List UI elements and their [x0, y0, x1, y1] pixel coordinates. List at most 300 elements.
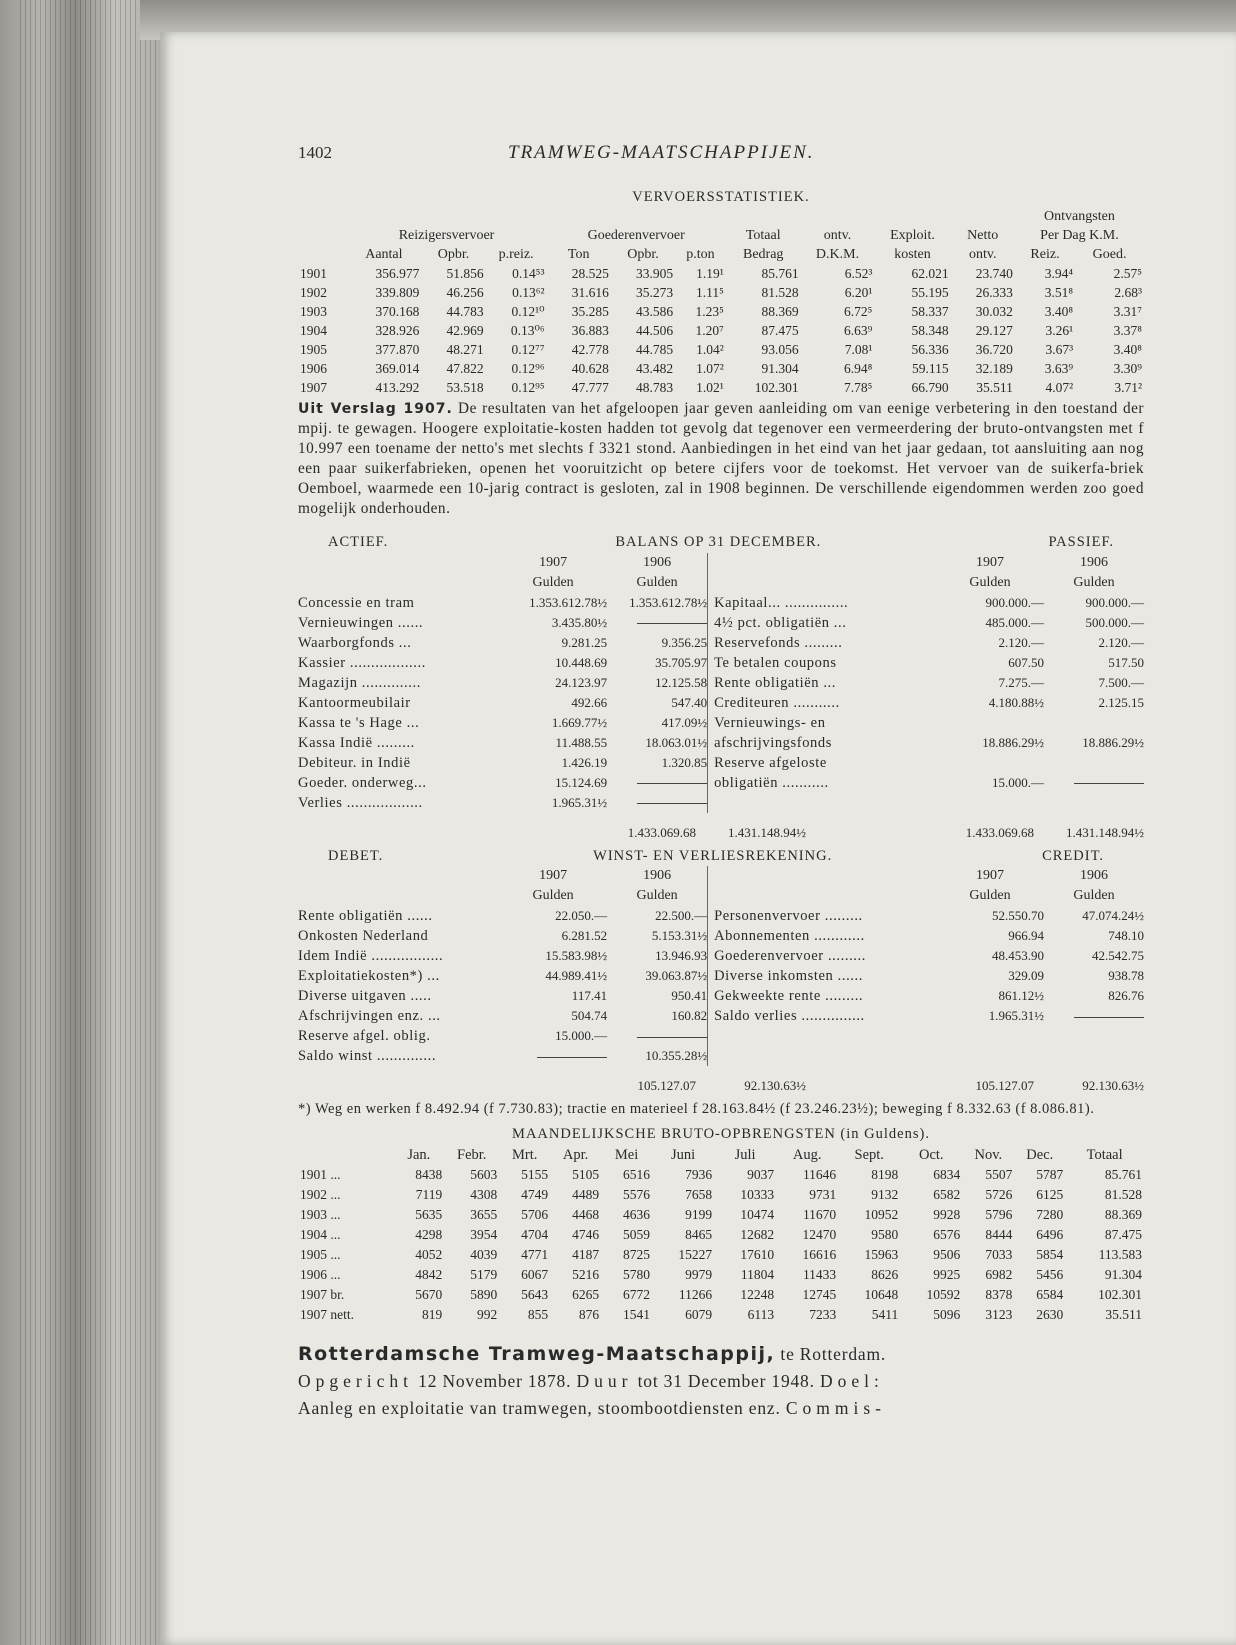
stats-cell: 40.628: [571, 361, 609, 377]
stats-col: Bedrag: [743, 247, 784, 263]
ledger-value: 18.886.29½: [1082, 734, 1144, 750]
stats-cell: 0.13⁶²: [512, 285, 545, 301]
year-1907: 1907: [976, 554, 1004, 570]
monthly-cell: 6582: [933, 1186, 961, 1202]
ledger-value: 39.063.87½: [645, 968, 708, 984]
monthly-cell: 85.761: [1104, 1166, 1142, 1182]
stats-row: [298, 321, 1144, 340]
winst-right-title: CREDIT.: [1042, 847, 1104, 864]
ledger-value: 48.453.90: [992, 948, 1044, 964]
stats-cell: 369.014: [375, 361, 420, 377]
stats-table: [298, 207, 1144, 397]
ledger-value: 1.965.31½: [988, 1008, 1044, 1024]
ledger-row: [298, 673, 707, 693]
stats-cell: 6.20¹: [844, 285, 873, 301]
balans-passief: [708, 553, 1144, 813]
unit-label: Gulden: [969, 574, 1011, 590]
stats-cell: 0.13⁰⁶: [510, 323, 545, 339]
monthly-year: 1905 ...: [300, 1246, 341, 1262]
monthly-cell: 819: [422, 1306, 443, 1322]
unit-label: Gulden: [1073, 574, 1115, 590]
year-1907: 1907: [976, 868, 1004, 884]
total-passief-1906: 1.431.148.94½: [1066, 824, 1144, 840]
winst-debet-unit: [298, 886, 707, 906]
ledger-label: Gekweekte rente .........: [714, 988, 864, 1005]
ledger-value: 22.500.—: [655, 908, 708, 924]
monthly-row: [298, 1285, 1144, 1305]
ledger-label: Verlies ..................: [298, 794, 423, 811]
ledger-row: [714, 926, 1144, 946]
monthly-cell: 6265: [572, 1286, 600, 1302]
monthly-cell: 8198: [871, 1166, 899, 1182]
stats-cell: 7.78⁵: [844, 380, 873, 396]
monthly-col: Mei: [614, 1146, 639, 1163]
balans-actief-unit: [298, 573, 707, 593]
stats-cell: 56.336: [911, 342, 949, 358]
monthly-cell: 4771: [521, 1246, 549, 1262]
ledger-label: Kassier ..................: [298, 654, 426, 671]
ledger-label: Afschrijvingen enz. ...: [298, 1008, 441, 1025]
monthly-cell: 4039: [470, 1246, 498, 1262]
monthly-cell: 5411: [871, 1306, 899, 1322]
monthly-cell: 6113: [747, 1306, 775, 1322]
stats-group-header: [298, 226, 1144, 245]
year-1906: 1906: [1080, 868, 1108, 884]
stats-col: Opbr.: [437, 247, 470, 263]
stats-cell: 48.783: [636, 380, 674, 396]
running-title: TRAMWEG-MAATSCHAPPIJEN.: [508, 142, 815, 163]
monthly-cell: 7936: [685, 1166, 713, 1182]
winst-left-title: DEBET.: [328, 847, 384, 864]
ledger-row: [298, 653, 707, 673]
ledger-value: [607, 773, 707, 793]
ledger-row: [298, 986, 707, 1006]
stats-cell: 44.783: [446, 304, 484, 320]
monthly-cell: 5155: [521, 1166, 549, 1182]
monthly-row: [298, 1265, 1144, 1285]
monthly-cell: 102.301: [1098, 1286, 1142, 1302]
monthly-cell: 4636: [623, 1206, 651, 1222]
ledger-value: 329.09: [1008, 968, 1044, 984]
ledger-value: 1.353.612.78½: [529, 594, 608, 610]
monthly-cell: 81.528: [1104, 1186, 1142, 1202]
stats-row: [298, 283, 1144, 302]
stats-cell: 1.19¹: [696, 266, 724, 282]
ledger-value: 15.583.98½: [545, 948, 608, 964]
ledger-label: Debiteur. in Indië: [298, 754, 411, 771]
monthly-cell: 5890: [470, 1286, 498, 1302]
monthly-col: Jan.: [407, 1146, 431, 1163]
year-1906: 1906: [643, 554, 672, 570]
monthly-cell: 10952: [864, 1206, 899, 1222]
stats-cell: 31.616: [571, 285, 609, 301]
winst-ledger: [298, 866, 1144, 1066]
monthly-row: [298, 1165, 1144, 1185]
ledger-value: 1.426.19: [561, 754, 608, 770]
company-location: te Rotterdam.: [780, 1343, 887, 1364]
ledger-label: obligatiën ...........: [714, 774, 829, 791]
dash-line: [637, 803, 707, 804]
stats-cell: 339.809: [375, 285, 420, 301]
ledger-label: Waarborgfonds ...: [298, 634, 412, 651]
stats-cell: 3.40⁸: [1044, 304, 1074, 320]
monthly-row: [298, 1205, 1144, 1225]
ledger-value: 7.500.—: [1098, 674, 1144, 690]
stats-col: kosten: [894, 247, 931, 263]
stats-cell: 3.94⁴: [1044, 266, 1074, 282]
ledger-value: 47.074.24½: [1082, 908, 1144, 924]
ledger-value: 900.000.—: [985, 594, 1044, 610]
ledger-label: Goederenvervoer .........: [714, 948, 866, 965]
monthly-cell: 17610: [740, 1246, 775, 1262]
ledger-value: [607, 1026, 707, 1046]
ledger-value: 117.41: [571, 988, 608, 1004]
doel-text: Aanleg en exploitatie van tramwegen, stoombootdiensten enz.: [298, 1397, 781, 1418]
stats-group-totaal: Totaal: [745, 228, 781, 244]
monthly-cell: 5576: [623, 1186, 651, 1202]
monthly-cell: 5787: [1036, 1166, 1064, 1182]
ledger-label: Saldo winst ..............: [298, 1048, 437, 1065]
monthly-cell: 9580: [871, 1226, 899, 1242]
balans-right-title: PASSIEF.: [1048, 534, 1114, 551]
winst-header: [298, 847, 1144, 867]
monthly-cell: 8465: [685, 1226, 713, 1242]
unit-label: Gulden: [532, 574, 574, 590]
ledger-value: [1044, 713, 1144, 733]
total-debet-1907: 105.127.07: [637, 1078, 696, 1094]
dash-line: [1074, 1017, 1144, 1018]
total-credit-1906: 92.130.63½: [1082, 1078, 1144, 1094]
ledger-label: Idem Indië .................: [298, 948, 444, 965]
monthly-cell: 5780: [623, 1266, 651, 1282]
monthly-col: Juli: [734, 1146, 756, 1163]
monthly-cell: 8438: [415, 1166, 443, 1182]
ledger-value: 938.78: [1108, 968, 1144, 984]
ledger-row: [714, 946, 1144, 966]
stats-group-goederen: Goederenvervoer: [587, 228, 685, 244]
monthly-cell: 10474: [740, 1206, 775, 1222]
ledger-row: [714, 906, 1144, 926]
stats-cell: 6.94⁸: [844, 361, 873, 377]
monthly-cell: 12470: [802, 1226, 837, 1242]
report-paragraph: [298, 399, 1144, 519]
ledger-row: [298, 966, 707, 986]
monthly-year: 1901 ...: [300, 1166, 341, 1182]
stats-col: D.K.M.: [815, 247, 860, 263]
dash-line: [637, 623, 707, 624]
ledger-row: [298, 733, 707, 753]
stats-cell: 370.168: [375, 304, 420, 320]
winst-credit: [708, 866, 1144, 1066]
monthly-cell: 6982: [985, 1266, 1013, 1282]
stats-cell: 413.292: [375, 380, 420, 396]
stats-cell: 30.032: [975, 304, 1013, 320]
stats-cell: 0.12¹⁰: [511, 304, 545, 320]
ledger-row: [298, 713, 707, 733]
monthly-cell: 9037: [747, 1166, 775, 1182]
company-entry: [298, 1341, 1144, 1422]
stats-cell: 35.285: [571, 304, 609, 320]
ledger-value: 861.12½: [998, 988, 1044, 1004]
ledger-value: 826.76: [1108, 988, 1144, 1004]
ledger-value: 42.542.75: [1092, 948, 1144, 964]
winst-credit-years: [714, 866, 1144, 886]
ledger-value: 417.09½: [661, 714, 708, 730]
monthly-cell: 12745: [802, 1286, 837, 1302]
monthly-cell: 6125: [1036, 1186, 1064, 1202]
total-actief-1907: 1.433.069.68: [627, 824, 696, 840]
ledger-row: [298, 926, 707, 946]
stats-cell: 3.63⁹: [1044, 361, 1074, 377]
stats-column-header: [298, 245, 1144, 264]
debet-rows: [298, 906, 707, 1066]
balans-header: [298, 533, 1144, 553]
ledger-value: [1044, 753, 1144, 773]
ledger-value: 485.000.—: [985, 614, 1044, 630]
ledger-value: 15.000.—: [992, 774, 1044, 790]
stats-cell: 3.71²: [1114, 380, 1142, 396]
stats-cell: 0.12⁹⁶: [511, 361, 545, 377]
ledger-row: [298, 613, 707, 633]
monthly-cell: 6079: [685, 1306, 713, 1322]
stats-cell: 3.67³: [1045, 342, 1074, 358]
monthly-cell: 16616: [802, 1246, 837, 1262]
unit-label: Gulden: [636, 888, 678, 904]
ledger-value: 607.50: [1008, 654, 1044, 670]
monthly-cell: 11646: [802, 1166, 837, 1182]
monthly-row: [298, 1245, 1144, 1265]
monthly-header: [298, 1145, 1144, 1165]
monthly-cell: 4052: [415, 1246, 443, 1262]
ledger-value: 500.000.—: [1085, 614, 1144, 630]
stats-cell: 3.31⁷: [1113, 304, 1142, 320]
monthly-cell: 113.583: [1098, 1246, 1142, 1262]
ledger-value: 1.965.31½: [551, 794, 608, 810]
stats-cell: 81.528: [761, 285, 799, 301]
monthly-cell: 3954: [470, 1226, 498, 1242]
ledger-value: [607, 613, 707, 633]
monthly-table: [298, 1145, 1144, 1325]
ledger-row: [714, 633, 1144, 653]
stats-cell: 29.127: [975, 323, 1013, 339]
stats-cell: 93.056: [761, 342, 799, 358]
winst-debet-years: [298, 866, 707, 886]
ledger-value: 22.050.—: [555, 908, 608, 924]
unit-label: Gulden: [636, 574, 678, 590]
monthly-cell: 7280: [1036, 1206, 1064, 1222]
ledger-value: 492.66: [571, 694, 608, 710]
stats-col: p.reiz.: [498, 247, 534, 263]
monthly-col: Mrt.: [511, 1146, 538, 1163]
monthly-col: Aug.: [792, 1146, 822, 1163]
ledger-value: 966.94: [1008, 928, 1044, 944]
monthly-cell: 5096: [933, 1306, 961, 1322]
monthly-row: [298, 1185, 1144, 1205]
stats-cell: 0.12⁷⁷: [511, 342, 545, 358]
stats-cell: 48.271: [446, 342, 484, 358]
monthly-cell: 7033: [985, 1246, 1013, 1262]
monthly-cell: 1541: [623, 1306, 651, 1322]
ledger-value: 10.355.28½: [645, 1048, 708, 1064]
stats-col: Ton: [567, 247, 590, 263]
ledger-value: 4.180.88½: [988, 694, 1044, 710]
stats-cell: 51.856: [446, 266, 484, 282]
stats-cell: 66.790: [911, 380, 949, 396]
monthly-cell: 8626: [871, 1266, 899, 1282]
ledger-row: [298, 593, 707, 613]
monthly-cell: 5726: [985, 1186, 1013, 1202]
ledger-row: [714, 986, 1144, 1006]
monthly-title: MAANDELIJKSCHE BRUTO-OPBRENGSTEN (in Guldens).: [512, 1126, 930, 1143]
monthly-cell: 4704: [521, 1226, 549, 1242]
ledger-value: 1.353.612.78½: [629, 594, 708, 610]
stats-cell: 7.08¹: [844, 342, 873, 358]
book-spine: [0, 0, 165, 1645]
monthly-cell: 11266: [678, 1286, 713, 1302]
ledger-row: [714, 773, 1144, 793]
monthly-cell: 35.511: [1105, 1306, 1142, 1322]
stats-cell: 32.189: [975, 361, 1013, 377]
stats-year: 1906: [300, 361, 327, 377]
stats-group-perdag: Per Dag K.M.: [1040, 228, 1119, 244]
stats-cell: 87.475: [761, 323, 799, 339]
stats-cell: 4.07²: [1045, 380, 1074, 396]
monthly-row: [298, 1225, 1144, 1245]
unit-label: Gulden: [969, 888, 1011, 904]
ledger-row: [298, 793, 707, 813]
monthly-col: Nov.: [974, 1146, 1003, 1163]
stats-cell: 26.333: [975, 285, 1013, 301]
footnote: *) Weg en werken f 8.492.94 (f 7.730.83); tractie en materieel f 28.163.84½ (f 23.246.23½); beweging f 8.332.63 (f 8.086.81).: [298, 1101, 1095, 1118]
ledger-label: Te betalen coupons: [714, 654, 837, 671]
monthly-col: Oct.: [918, 1146, 944, 1163]
stats-col: Aantal: [365, 247, 403, 263]
monthly-cell: 5670: [415, 1286, 443, 1302]
stats-cell: 42.969: [446, 323, 484, 339]
total-debet-1906: 92.130.63½: [744, 1078, 806, 1094]
stats-year: 1907: [300, 380, 327, 396]
ledger-label: afschrijvingsfonds: [714, 734, 832, 751]
stats-cell: 1.11⁵: [695, 285, 724, 301]
ledger-value: 9.356.25: [661, 634, 708, 650]
dash-line: [537, 1057, 607, 1058]
monthly-cell: 12248: [740, 1286, 775, 1302]
ledger-value: 900.000.—: [1085, 594, 1144, 610]
monthly-cell: 9506: [933, 1246, 961, 1262]
unit-label: Gulden: [1073, 888, 1115, 904]
monthly-cell: 855: [527, 1306, 549, 1322]
monthly-cell: 5179: [470, 1266, 498, 1282]
stats-cell: 35.511: [976, 380, 1013, 396]
monthly-cell: 9199: [685, 1206, 713, 1222]
stats-cell: 0.12⁹⁵: [511, 380, 545, 396]
year-1906: 1906: [643, 868, 672, 884]
dash-line: [637, 783, 707, 784]
stats-cell: 23.740: [975, 266, 1013, 282]
monthly-cell: 7658: [685, 1186, 713, 1202]
unit-label: Gulden: [532, 888, 574, 904]
ledger-label: Personenvervoer .........: [714, 908, 863, 925]
ledger-row: [298, 1006, 707, 1026]
stats-year: 1902: [300, 285, 327, 301]
stats-cell: 47.777: [571, 380, 609, 396]
ledger-row: [714, 1006, 1144, 1026]
stats-body: [298, 264, 1144, 397]
ledger-row: [298, 1026, 707, 1046]
ledger-value: 15.124.69: [555, 774, 608, 790]
ledger-label: Kassa te 's Hage ...: [298, 714, 420, 731]
ledger-value: 748.10: [1108, 928, 1144, 944]
stats-year: 1903: [300, 304, 327, 320]
monthly-cell: 992: [476, 1306, 498, 1322]
monthly-cell: 87.475: [1104, 1226, 1142, 1242]
ledger-label: Kapitaal... ...............: [714, 594, 849, 611]
monthly-year: 1907 br.: [300, 1286, 345, 1302]
monthly-cell: 6496: [1036, 1226, 1064, 1242]
stats-cell: 62.021: [911, 266, 949, 282]
ledger-row: [298, 906, 707, 926]
year-1906: 1906: [1080, 554, 1108, 570]
monthly-body: [298, 1165, 1144, 1325]
stats-cell: 6.52³: [844, 266, 873, 282]
ledger-value: 18.063.01½: [645, 734, 708, 750]
stats-group-netto: Netto: [967, 228, 999, 244]
ledger-row: [298, 633, 707, 653]
ledger-label: Diverse inkomsten ......: [714, 968, 863, 985]
total-passief-1907: 1.433.069.68: [965, 824, 1034, 840]
ledger-value: 1.669.77½: [551, 714, 608, 730]
stats-cell: 46.256: [446, 285, 484, 301]
monthly-year: 1907 nett.: [300, 1306, 354, 1322]
stats-cell: 1.23⁵: [695, 304, 724, 320]
duur-text: tot 31 December 1948.: [637, 1370, 815, 1391]
monthly-cell: 4468: [572, 1206, 600, 1222]
monthly-cell: 5507: [985, 1166, 1013, 1182]
monthly-cell: 4489: [572, 1186, 600, 1202]
monthly-cell: 9731: [809, 1186, 837, 1202]
balans-left-title: ACTIEF.: [328, 534, 389, 551]
stats-cell: 42.778: [571, 342, 609, 358]
total-actief-1906: 1.431.148.94½: [728, 824, 806, 840]
ledger-row: [714, 713, 1144, 733]
dash-line: [1074, 783, 1144, 784]
monthly-cell: 3123: [985, 1306, 1013, 1322]
credit-rows: [714, 906, 1144, 1026]
ledger-row: [298, 946, 707, 966]
monthly-cell: 5854: [1036, 1246, 1064, 1262]
ledger-row: [714, 613, 1144, 633]
monthly-col: Sept.: [854, 1146, 884, 1163]
stats-col: p.ton: [686, 247, 715, 263]
stats-year: 1904: [300, 323, 327, 339]
ledger-label: Kassa Indië .........: [298, 734, 415, 751]
ledger-label: Concessie en tram: [298, 594, 415, 611]
ledger-label: Vernieuwingen ......: [298, 614, 424, 631]
stats-cell: 47.822: [446, 361, 484, 377]
stats-group-ontv: ontv.: [823, 228, 852, 244]
ledger-row: [714, 733, 1144, 753]
balans-totals: [298, 823, 1144, 843]
ledger-label: Vernieuwings- en: [714, 714, 826, 731]
stats-cell: 88.369: [761, 304, 799, 320]
ledger-label: 4½ pct. obligatiën ...: [714, 614, 847, 631]
ledger-label: Reserve afgel. oblig.: [298, 1028, 431, 1045]
stats-cell: 59.115: [911, 361, 949, 377]
year-1907: 1907: [539, 868, 568, 884]
monthly-cell: 6067: [521, 1266, 549, 1282]
stats-cell: 1.07²: [696, 361, 724, 377]
balans-actief: [298, 553, 708, 813]
